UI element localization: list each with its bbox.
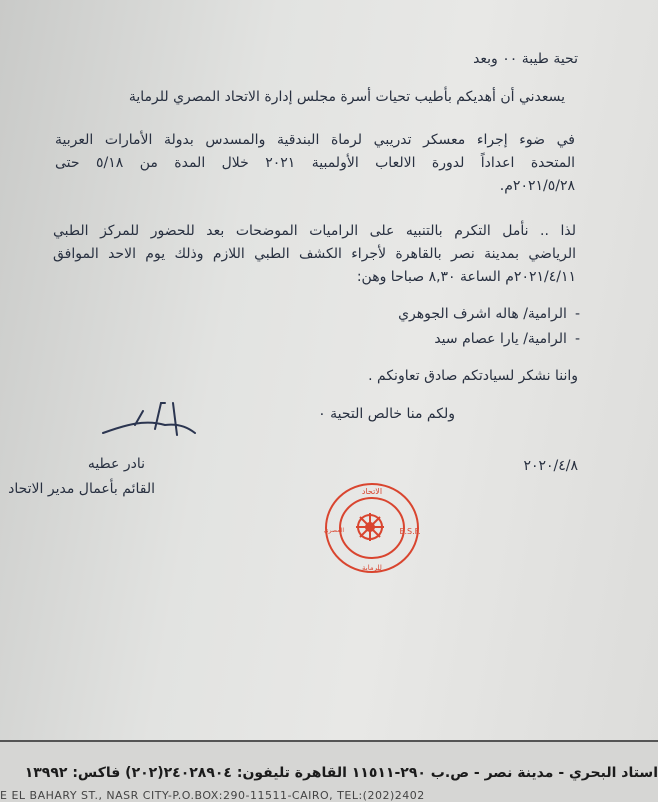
federation-seal (322, 480, 422, 576)
name-item-1: - الرامية/ هاله اشرف الجوهري (398, 305, 580, 323)
footer-address-english: E EL BAHARY ST., NASR CITY-P.O.BOX:290-11511-CAIRO, TEL:(202)2402 (0, 789, 425, 802)
para2-line-3: ٢٠٢١/٤/١١م الساعة ٨,٣٠ صباحا وهن: (356, 269, 576, 285)
footer-address-arabic: استاد البحري - مدينة نصر - ص.ب ٢٩٠-١١٥١١ القاهرة تليفون: ٢٤٠٢٨٩٠٤(٢٠٢) فاكس: ١٣٩٩٢ (24, 765, 658, 781)
svg-text:للرماية: للرماية (362, 564, 382, 572)
svg-text:E.S.F.: E.S.F. (399, 527, 421, 536)
para1-line-3: ٢٠٢١/٥/٢٨م. (499, 178, 575, 194)
letter-date: ٢٠٢٠/٤/٨ (523, 458, 578, 474)
para2-line-1: لذا .. نأمل التكرم بالتنبيه على الراميات الموضحات بعد للحضور للمركز الطبي (53, 223, 576, 239)
signer-title: القائم بأعمال مدير الاتحاد (8, 481, 155, 497)
para2-line-2: الرياضي بمدينة نصر بالقاهرة لأجراء الكشف الطبي اللازم وذلك يوم الاحد الموافق (53, 246, 576, 262)
intro-line: يسعدني أن أهديكم بأطيب تحيات أسرة مجلس إدارة الاتحاد المصري للرماية (128, 89, 565, 105)
thanks-line: واننا نشكر لسيادتكم صادق تعاونكم . (368, 368, 578, 384)
svg-text:المصري: المصري (323, 527, 345, 534)
svg-text:الاتحاد: الاتحاد (361, 487, 383, 496)
para1-line-2: المتحدة اعداداً لدورة الالعاب الأولمبية ٢٠٢١ خلال المدة من ٥/١٨ حتى (55, 155, 576, 171)
signature-mark (95, 395, 205, 445)
signer-name: نادر عطيه (87, 456, 145, 472)
para1-line-1: في ضوء إجراء معسكر تدريبي لرماة البندقية والمسدس بدولة الأمارات العربية (55, 132, 575, 148)
closing-line: ولكم منا خالص التحية ٠ (318, 406, 455, 422)
name-item-2: - الرامية/ يارا عصام سيد (434, 330, 580, 348)
greeting: تحية طيبة ٠٠ وبعد (473, 51, 578, 67)
